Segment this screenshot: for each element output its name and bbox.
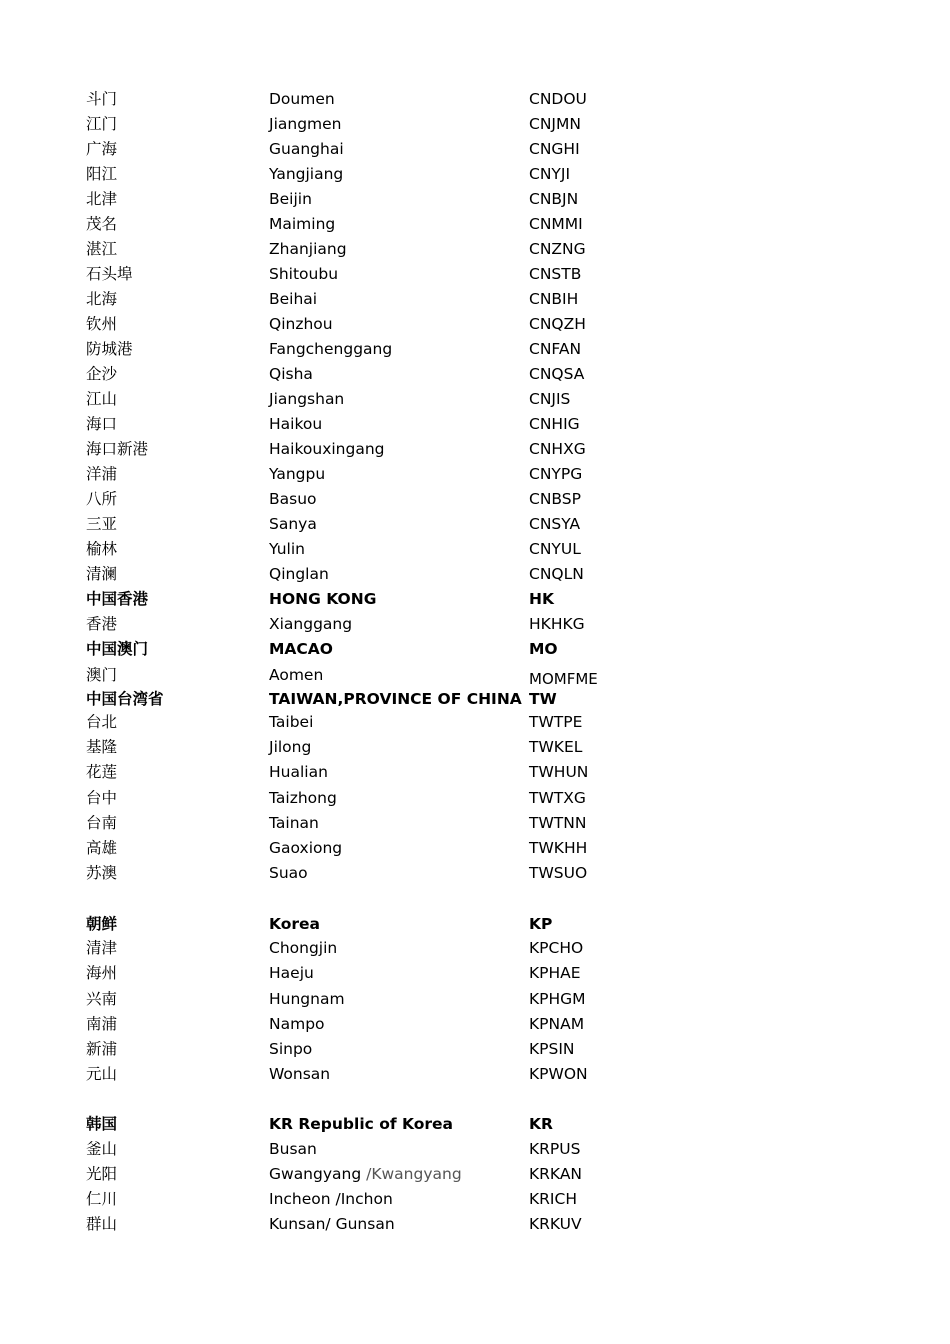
- country-header-row: [0, 912, 950, 937]
- table-row: [0, 237, 950, 262]
- port-code-cell: TWKEL: [529, 738, 583, 756]
- table-row: [0, 112, 950, 137]
- table-row: [0, 162, 950, 187]
- english-name-cell: [269, 961, 314, 986]
- table-row: [0, 1212, 950, 1237]
- port-code-cell: CNBJN: [529, 190, 579, 208]
- port-code-cell: CNGHI: [529, 140, 580, 158]
- english-name-cell: [269, 637, 333, 662]
- english-name-text: Jilong: [269, 738, 312, 756]
- english-name-text: Jiangshan: [269, 390, 345, 408]
- english-name-cell: [269, 1212, 395, 1237]
- table-row: [0, 537, 950, 562]
- country-code-cell: MO: [529, 640, 558, 658]
- english-name-cell: [269, 1012, 325, 1037]
- english-name-cell: [269, 337, 392, 362]
- table-row: [0, 735, 950, 760]
- english-name-text: MACAO: [269, 640, 333, 658]
- chinese-name-cell: 北津: [86, 190, 118, 208]
- table-row: [0, 961, 950, 986]
- table-row: [0, 786, 950, 811]
- english-name-cell: [269, 1037, 312, 1062]
- english-name-text: Doumen: [269, 90, 335, 108]
- port-code-cell: CNDOU: [529, 90, 587, 108]
- english-name-cell: [269, 811, 319, 836]
- english-name-text: Beijin: [269, 190, 312, 208]
- chinese-name-cell: 斗门: [86, 90, 118, 108]
- english-name-cell: [269, 663, 323, 688]
- english-name-cell: [269, 1062, 330, 1087]
- chinese-name-cell: 八所: [86, 490, 118, 508]
- chinese-name-cell: 兴南: [86, 990, 118, 1008]
- chinese-name-cell: 元山: [86, 1065, 118, 1083]
- port-code-cell: CNYPG: [529, 465, 583, 483]
- english-name-text: Aomen: [269, 666, 324, 684]
- english-name-text: Shitoubu: [269, 265, 339, 283]
- chinese-name-cell: 中国澳门: [86, 640, 149, 658]
- english-name-text: TAIWAN,PROVINCE OF CHINA: [269, 690, 522, 708]
- english-name-cell: [269, 936, 337, 961]
- english-name-text: Suao: [269, 864, 308, 882]
- table-row: [0, 1137, 950, 1162]
- chinese-name-cell: 香港: [86, 615, 118, 633]
- table-row: [0, 312, 950, 337]
- english-name-cell: [269, 412, 322, 437]
- table-row: [0, 861, 950, 886]
- chinese-name-cell: 海州: [86, 964, 118, 982]
- english-name-cell: [269, 1162, 462, 1187]
- english-name-text: Basuo: [269, 490, 317, 508]
- english-name-cell: [269, 1137, 317, 1162]
- port-code-cell: CNJMN: [529, 115, 581, 133]
- english-name-cell: [269, 262, 338, 287]
- port-code-cell: KPCHO: [529, 939, 584, 957]
- table-row: [0, 87, 950, 112]
- chinese-name-cell: 中国台湾省: [86, 690, 164, 708]
- table-row: [0, 1162, 950, 1187]
- chinese-name-cell: 企沙: [86, 365, 118, 383]
- chinese-name-cell: 新浦: [86, 1040, 118, 1058]
- table-row: [0, 1037, 950, 1062]
- chinese-name-cell: 榆林: [86, 540, 118, 558]
- port-code-cell: CNBSP: [529, 490, 581, 508]
- chinese-name-cell: 海口: [86, 415, 118, 433]
- port-code-cell: KRKAN: [529, 1165, 583, 1183]
- chinese-name-cell: 基隆: [86, 738, 118, 756]
- port-code-cell: CNHIG: [529, 415, 580, 433]
- english-name-text: Qisha: [269, 365, 313, 383]
- table-row: [0, 663, 950, 688]
- chinese-name-cell: 海口新港: [86, 440, 149, 458]
- port-code-cell: KPWON: [529, 1065, 588, 1083]
- english-name-cell: [269, 162, 343, 187]
- chinese-name-cell: 防城港: [86, 340, 133, 358]
- english-name-cell: [269, 760, 328, 785]
- table-row: [0, 936, 950, 961]
- english-name-text: Yulin: [269, 540, 305, 558]
- country-header-row: [0, 637, 950, 662]
- english-name-cell: [269, 735, 311, 760]
- english-name-text: Gaoxiong: [269, 839, 343, 857]
- country-header-row: [0, 587, 950, 612]
- table-row: [0, 412, 950, 437]
- english-name-cell: [269, 512, 317, 537]
- port-code-cell: KPHGM: [529, 990, 586, 1008]
- port-code-cell: CNYJI: [529, 165, 571, 183]
- port-code-cell: HKHKG: [529, 615, 585, 633]
- english-name-cell: [269, 187, 312, 212]
- chinese-name-cell: 洋浦: [86, 465, 118, 483]
- table-row: [0, 710, 950, 735]
- english-name-text: Haeju: [269, 964, 314, 982]
- port-code-cell: TWTPE: [529, 713, 583, 731]
- port-code-cell: CNHXG: [529, 440, 586, 458]
- table-row: [0, 187, 950, 212]
- chinese-name-cell: 花莲: [86, 763, 118, 781]
- english-name-text: HONG KONG: [269, 590, 377, 608]
- table-row: [0, 1012, 950, 1037]
- english-name-cell: [269, 87, 335, 112]
- port-code-cell: TWSUO: [529, 864, 588, 882]
- port-code-cell: KPHAE: [529, 964, 581, 982]
- port-code-cell: CNFAN: [529, 340, 582, 358]
- english-name-cell: [269, 587, 376, 612]
- table-row: [0, 987, 950, 1012]
- port-code-cell: TWTNN: [529, 814, 587, 832]
- chinese-name-cell: 苏澳: [86, 864, 118, 882]
- chinese-name-cell: 阳江: [86, 165, 118, 183]
- english-name-text: Taibei: [269, 713, 314, 731]
- table-row: [0, 760, 950, 785]
- table-row: [0, 287, 950, 312]
- english-name-text: KR Republic of Korea: [269, 1115, 454, 1133]
- table-row: [0, 836, 950, 861]
- port-code-cell: CNQZH: [529, 315, 586, 333]
- english-name-cell: [269, 1112, 453, 1137]
- english-name-cell: [269, 112, 342, 137]
- chinese-name-cell: 台南: [86, 814, 118, 832]
- english-name-text: Sanya: [269, 515, 317, 533]
- chinese-name-cell: 南浦: [86, 1015, 118, 1033]
- chinese-name-cell: 江门: [86, 115, 118, 133]
- english-name-cell: [269, 437, 385, 462]
- chinese-name-cell: 群山: [86, 1215, 118, 1233]
- chinese-name-cell: 北海: [86, 290, 118, 308]
- port-code-cell: KPSIN: [529, 1040, 575, 1058]
- table-row: [0, 487, 950, 512]
- english-name-text: Hungnam: [269, 990, 345, 1008]
- table-row: [0, 337, 950, 362]
- chinese-name-cell: 朝鲜: [86, 915, 118, 933]
- port-code-cell: CNZNG: [529, 240, 586, 258]
- english-name-text: Qinglan: [269, 565, 329, 583]
- chinese-name-cell: 台北: [86, 713, 118, 731]
- english-name-text: Xianggang: [269, 615, 353, 633]
- english-name-text: Haikouxingang: [269, 440, 385, 458]
- table-row: [0, 262, 950, 287]
- english-name-text: Incheon /Inchon: [269, 1190, 393, 1208]
- country-code-cell: KR: [529, 1115, 553, 1133]
- english-name-text: Kunsan/ Gunsan: [269, 1215, 395, 1233]
- port-code-cell: TWHUN: [529, 763, 589, 781]
- country-header-row: [0, 1112, 950, 1137]
- english-name-text: Yangjiang: [269, 165, 344, 183]
- port-code-cell: KRKUV: [529, 1215, 582, 1233]
- port-code-cell: CNYUL: [529, 540, 581, 558]
- english-name-cell: [269, 987, 345, 1012]
- chinese-name-cell: 三亚: [86, 515, 118, 533]
- english-name-cell: [269, 237, 347, 262]
- english-name-text: Taizhong: [269, 789, 337, 807]
- port-code-cell: TWKHH: [529, 839, 588, 857]
- chinese-name-cell: 湛江: [86, 240, 118, 258]
- port-code-cell: KRPUS: [529, 1140, 581, 1158]
- table-row: [0, 1187, 950, 1212]
- english-name-text: Chongjin: [269, 939, 338, 957]
- country-code-cell: KP: [529, 915, 553, 933]
- port-code-cell: CNJIS: [529, 390, 571, 408]
- chinese-name-cell: 茂名: [86, 215, 118, 233]
- port-code-cell: KRICH: [529, 1190, 577, 1208]
- english-name-text: Busan: [269, 1140, 317, 1158]
- port-code-cell: CNSYA: [529, 515, 581, 533]
- english-name-cell: [269, 912, 320, 937]
- english-name-cell: [269, 687, 522, 712]
- english-name-cell: [269, 562, 329, 587]
- english-name-text: Korea: [269, 915, 321, 933]
- chinese-name-cell: 澳门: [86, 666, 118, 684]
- chinese-name-cell: 钦州: [86, 315, 118, 333]
- english-name-text: Qinzhou: [269, 315, 333, 333]
- english-name-cell: [269, 836, 342, 861]
- port-code-cell: CNMMI: [529, 215, 583, 233]
- english-name-text: Wonsan: [269, 1065, 331, 1083]
- chinese-name-cell: 台中: [86, 789, 118, 807]
- english-name-cell: [269, 612, 352, 637]
- country-header-row: [0, 687, 950, 712]
- alternate-name-text: /Kwangyang: [361, 1165, 462, 1183]
- english-name-cell: [269, 487, 317, 512]
- table-row: [0, 362, 950, 387]
- table-row: [0, 437, 950, 462]
- table-row: [0, 462, 950, 487]
- chinese-name-cell: 清澜: [86, 565, 118, 583]
- english-name-cell: [269, 287, 317, 312]
- english-name-text: Gwangyang: [269, 1165, 362, 1183]
- english-name-cell: [269, 1187, 393, 1212]
- english-name-text: Beihai: [269, 290, 318, 308]
- country-code-cell: HK: [529, 590, 554, 608]
- table-row: [0, 811, 950, 836]
- english-name-cell: [269, 387, 344, 412]
- english-name-cell: [269, 362, 313, 387]
- chinese-name-cell: 仁川: [86, 1190, 118, 1208]
- table-row: [0, 212, 950, 237]
- port-code-cell: TWTXG: [529, 789, 586, 807]
- port-code-cell: [529, 663, 609, 688]
- chinese-name-cell: 广海: [86, 140, 118, 158]
- english-name-text: Guanghai: [269, 140, 344, 158]
- english-name-text: Jiangmen: [269, 115, 342, 133]
- table-row: [0, 612, 950, 637]
- port-code-cell: KPNAM: [529, 1015, 585, 1033]
- english-name-cell: [269, 462, 325, 487]
- table-row: [0, 562, 950, 587]
- english-name-text: Fangchenggang: [269, 340, 393, 358]
- table-row: [0, 1062, 950, 1087]
- english-name-cell: [269, 786, 337, 811]
- english-name-text: Yangpu: [269, 465, 326, 483]
- overflowing-code-text: MOMFME: [529, 670, 598, 688]
- english-name-cell: [269, 710, 313, 735]
- chinese-name-cell: 韩国: [86, 1115, 118, 1133]
- english-name-text: Maiming: [269, 215, 336, 233]
- table-row: [0, 137, 950, 162]
- chinese-name-cell: 清津: [86, 939, 118, 957]
- english-name-text: Sinpo: [269, 1040, 313, 1058]
- english-name-text: Zhanjiang: [269, 240, 347, 258]
- english-name-cell: [269, 861, 308, 886]
- english-name-text: Haikou: [269, 415, 323, 433]
- chinese-name-cell: 光阳: [86, 1165, 118, 1183]
- chinese-name-cell: 石头埠: [86, 265, 133, 283]
- english-name-text: Tainan: [269, 814, 319, 832]
- table-row: [0, 387, 950, 412]
- chinese-name-cell: 高雄: [86, 839, 118, 857]
- port-code-cell: CNBIH: [529, 290, 579, 308]
- english-name-cell: [269, 312, 333, 337]
- english-name-cell: [269, 212, 335, 237]
- chinese-name-cell: 中国香港: [86, 590, 149, 608]
- port-code-cell: CNSTB: [529, 265, 582, 283]
- english-name-cell: [269, 537, 305, 562]
- table-row: [0, 512, 950, 537]
- chinese-name-cell: 釜山: [86, 1140, 118, 1158]
- english-name-text: Nampo: [269, 1015, 325, 1033]
- english-name-cell: [269, 137, 344, 162]
- country-code-cell: TW: [529, 690, 557, 708]
- port-code-cell: CNQLN: [529, 565, 584, 583]
- english-name-text: Hualian: [269, 763, 328, 781]
- port-code-cell: CNQSA: [529, 365, 585, 383]
- chinese-name-cell: 江山: [86, 390, 118, 408]
